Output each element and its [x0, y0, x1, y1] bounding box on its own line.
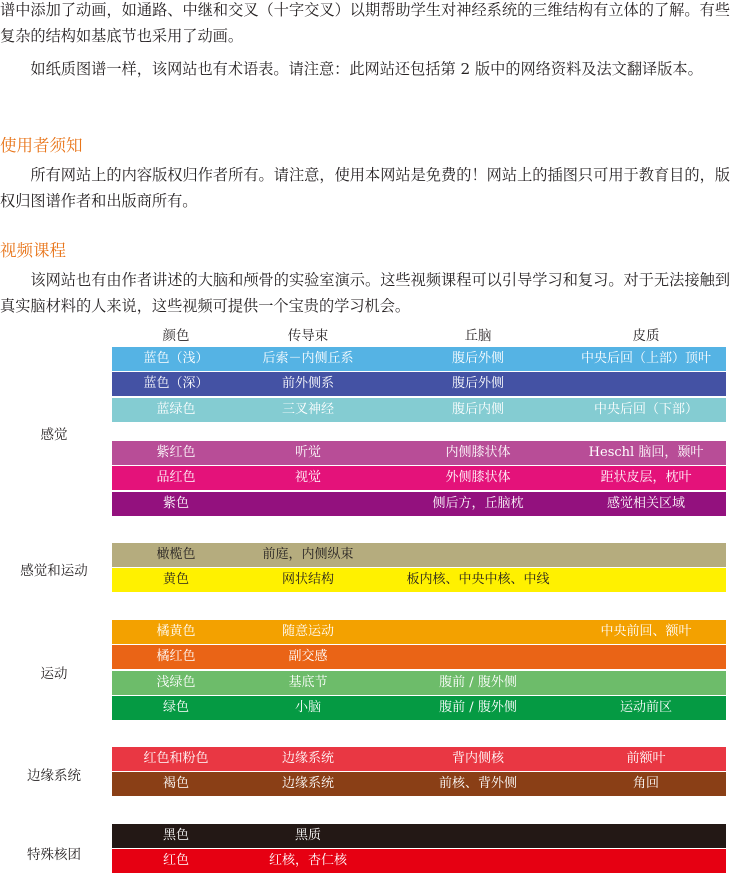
tract-cell: 网状结构 — [281, 572, 335, 588]
notice-paragraph: 所有网站上的内容版权归作者所有。请注意，使用本网站是免费的！网站上的插图只可用于教育目的，版权归图谱作者和出版商所有。 — [0, 166, 730, 210]
intro-paragraph-2: 如纸质图谱一样，该网站也有术语表。请注意：此网站还包括第 2 版中的网络资料及法文翻译版本。 — [30, 60, 703, 78]
group-label: 边缘系统 — [27, 768, 81, 784]
thalamus-cell: 腹后外侧 — [451, 351, 505, 366]
thalamus-cell: 外侧膝状体 — [445, 470, 511, 486]
tract-cell: 黑质 — [294, 828, 322, 843]
table-row — [112, 645, 726, 669]
color-cell: 黑色 — [162, 828, 190, 843]
tract-cell: 小脑 — [294, 700, 322, 716]
color-cell: 红色和粉色 — [143, 751, 209, 766]
table-row — [112, 466, 726, 490]
color-cell: 橄榄色 — [156, 547, 196, 562]
color-cell: 绿色 — [162, 700, 190, 716]
tract-cell: 副交感 — [288, 649, 328, 665]
color-cell: 红色 — [162, 853, 190, 869]
tract-cell: 三叉神经 — [281, 401, 335, 417]
color-cell: 紫色 — [162, 495, 190, 511]
group-label: 特殊核团 — [27, 847, 81, 863]
cortex-cell: 中央前回、额叶 — [600, 624, 692, 639]
thalamus-cell: 腹前 / 腹外侧 — [439, 700, 517, 716]
tract-cell: 听觉 — [294, 445, 322, 460]
column-header-cortex: 皮质 — [632, 328, 660, 344]
table-row — [112, 824, 726, 848]
color-cell: 蓝色（深） — [143, 376, 209, 392]
tract-cell: 边缘系统 — [281, 751, 335, 766]
cortex-cell: Heschl 脑回，颞叶 — [588, 445, 704, 460]
tract-cell: 后索－内侧丘系 — [262, 351, 354, 366]
thalamus-cell: 前核、背外侧 — [438, 776, 518, 792]
color-cell: 蓝绿色 — [156, 401, 196, 417]
table-row — [112, 543, 726, 567]
thalamus-cell: 腹后外侧 — [451, 376, 505, 392]
cortex-cell: 距状皮层，枕叶 — [600, 470, 692, 486]
table-row — [112, 441, 726, 465]
table-row — [112, 620, 726, 644]
cortex-cell: 前额叶 — [626, 751, 666, 766]
table-row — [112, 849, 726, 873]
cortex-cell: 角回 — [632, 776, 660, 792]
group-label: 运动 — [40, 666, 68, 682]
thalamus-cell: 侧后方，丘脑枕 — [432, 495, 524, 511]
tract-cell: 前外侧系 — [281, 376, 335, 392]
table-row — [112, 747, 726, 771]
video-paragraph: 该网站也有由作者讲述的大脑和颅骨的实验室演示。这些视频课程可以引导学习和复习。对于无法接触到真实脑材料的人来说，这些视频可提供一个宝贵的学习机会。 — [0, 271, 730, 315]
group-label: 感觉 — [40, 427, 68, 443]
table-row — [112, 398, 726, 422]
intro-paragraph-1: 谱中添加了动画，如通路、中继和交叉（十字交叉）以期帮助学生对神经系统的三维结构有立体的了解。有些复杂的结构如基底节也采用了动画。 — [0, 1, 730, 45]
cortex-cell: 运动前区 — [619, 700, 673, 716]
cortex-cell: 中央后回（上部）顶叶 — [580, 351, 712, 366]
tract-cell: 随意运动 — [281, 624, 335, 639]
color-cell: 褐色 — [162, 776, 190, 792]
table-row — [112, 347, 726, 371]
table-row — [112, 492, 726, 516]
tract-cell: 基底节 — [288, 674, 328, 690]
thalamus-cell: 背内侧核 — [451, 751, 505, 766]
column-header-color: 颜色 — [162, 328, 190, 344]
tract-cell: 前庭，内侧纵束 — [262, 547, 354, 562]
thalamus-cell: 腹前 / 腹外侧 — [439, 674, 517, 690]
table-row — [112, 772, 726, 796]
cortex-cell: 中央后回（下部） — [593, 401, 699, 417]
color-cell: 品红色 — [156, 470, 196, 486]
color-cell: 紫红色 — [156, 445, 196, 460]
color-cell: 浅绿色 — [156, 674, 196, 690]
color-cell: 橘黄色 — [156, 624, 196, 639]
notice-heading: 使用者须知 — [0, 136, 83, 155]
column-header-tract: 传导束 — [287, 328, 329, 344]
cortex-cell: 感觉相关区域 — [606, 495, 686, 511]
tract-cell: 边缘系统 — [281, 776, 335, 792]
column-header-thalamus: 丘脑 — [464, 328, 492, 344]
tract-cell: 视觉 — [294, 470, 322, 486]
color-cell: 黄色 — [162, 572, 190, 588]
group-label: 感觉和运动 — [20, 563, 88, 579]
video-heading: 视频课程 — [0, 241, 66, 260]
thalamus-cell: 板内核、中央中核、中线 — [406, 572, 550, 588]
color-cell: 蓝色（浅） — [143, 351, 209, 366]
table-row — [112, 568, 726, 592]
tract-cell: 红核，杏仁核 — [268, 853, 348, 869]
table-row — [112, 372, 726, 396]
thalamus-cell: 内侧膝状体 — [445, 445, 511, 460]
thalamus-cell: 腹后内侧 — [451, 401, 505, 417]
color-cell: 橘红色 — [156, 649, 196, 665]
table-row — [112, 671, 726, 695]
table-row — [112, 696, 726, 720]
